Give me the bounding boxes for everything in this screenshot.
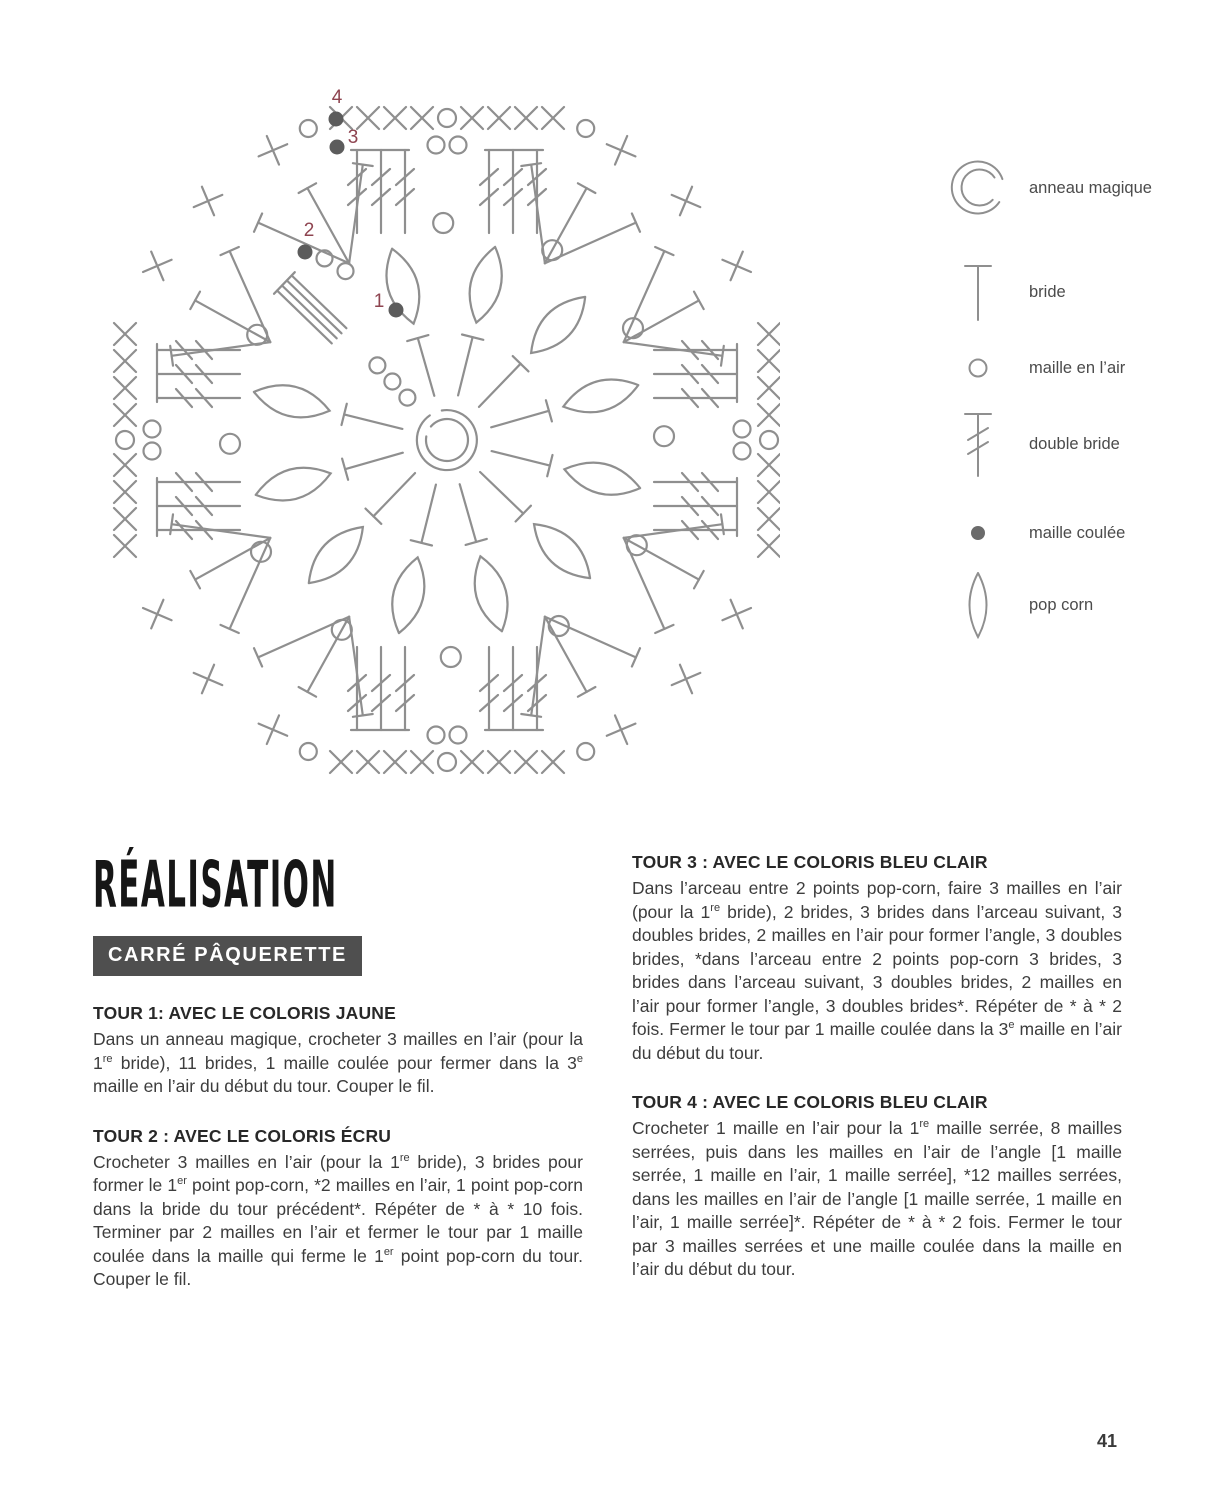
legend-item-double-bride — [943, 402, 1120, 486]
legend-item-magic-ring — [943, 146, 1152, 230]
legend-label: anneau magique — [1029, 178, 1152, 197]
legend-item-chain — [943, 326, 1125, 410]
round-marker-label: 2 — [303, 220, 315, 241]
chart-strokes — [114, 107, 780, 773]
round-marker-label: 3 — [347, 127, 359, 148]
tour-1-section — [93, 1003, 583, 1099]
tour-4-heading: TOUR 4 : AVEC LE COLORIS BLEU CLAIR — [632, 1092, 988, 1112]
crochet-chart-diagram — [80, 75, 780, 787]
legend-item-popcorn — [943, 563, 1093, 647]
tour-3-heading: TOUR 3 : AVEC LE COLORIS BLEU CLAIR — [632, 852, 988, 872]
title-wrap — [93, 848, 583, 923]
tour-3-section — [632, 852, 1122, 1065]
round-marker-label: 1 — [373, 291, 385, 312]
bride-icon — [943, 250, 1013, 334]
magic-ring-icon — [943, 146, 1013, 230]
left-column — [93, 848, 583, 1292]
tour-3-body: Dans l’arceau entre 2 points pop-corn, faire 3 mailles en l’air (pour la 1re bride), 2 brides, 3 brides dans l’arceau suivant, 3 doubles brides, 2 mailles en l’air pour former l’angle, 3 doubles brides, *dans l’arceau entre 2 points pop-corn 3 brides, 3 brides dans l’arceau suivant, 3 doubles brides, 2 mailles en l’air pour former l’angle, 3 doubles brides*. Répéter de * à * 2 fois. Fermer le tour par 1 maille coulée dans la 3e maille en l’air du début du tour. — [632, 878, 1123, 1063]
right-column — [632, 852, 1122, 1282]
tour-4-section — [632, 1092, 1122, 1282]
legend — [943, 0, 1215, 680]
legend-label: maille en l’air — [1029, 358, 1126, 377]
tour-4-body: Crocheter 1 maille en l’air pour la 1re maille serrée, 8 mailles serrées, puis dans les mailles en l’air de l’angle [1 maille serrée, 1 maille en l’air, 1 maille serrée], *12 mailles serrées, dans les mailles en l’air de l’angle [1 maille serrée, 1 maille en l’air, 1 maille serrée]*. Répéter de * à * 2 fois. Fermer le tour par 3 mailles serrées et une maille coulée dans la maille en l’air du début du tour. — [632, 1118, 1123, 1279]
tour-1-heading: TOUR 1: AVEC LE COLORIS JAUNE — [93, 1003, 397, 1023]
legend-label: bride — [1029, 282, 1066, 301]
legend-label: pop corn — [1029, 595, 1094, 614]
page-number: 41 — [1097, 1431, 1118, 1451]
tour-1-body: Dans un anneau magique, crocheter 3 mailles en l’air (pour la 1re bride), 11 brides, 1 maille coulée pour fermer dans la 3e maille en l’air du début du tour. Couper le fil. — [93, 1029, 583, 1096]
popcorn-icon — [943, 563, 1013, 647]
chain-icon — [943, 326, 1013, 410]
legend-label: maille coulée — [1029, 523, 1126, 542]
tour-2-heading: TOUR 2 : AVEC LE COLORIS ÉCRU — [93, 1125, 392, 1146]
page-title: RÉALISATION — [93, 848, 338, 923]
tour-2-body: Crocheter 3 mailles en l’air (pour la 1re bride), 3 brides pour former le 1er point pop-corn, *2 mailles en l’air, 1 point pop-corn dans la bride du tour précédent*. Répéter de * à * 10 fois. Terminer par 2 mailles en l’air et fermer le tour par 1 maille coulée dans la maille qui ferme le 1er point pop-corn du tour. Couper le fil. — [93, 1151, 583, 1289]
double-bride-icon — [943, 402, 1013, 486]
pattern-name-badge: CARRÉ PÂQUERETTE — [93, 936, 362, 976]
tour-2-section — [93, 1126, 583, 1292]
legend-item-bride — [943, 250, 1066, 334]
round-marker-label: 4 — [331, 87, 343, 108]
legend-label: double bride — [1029, 434, 1120, 453]
